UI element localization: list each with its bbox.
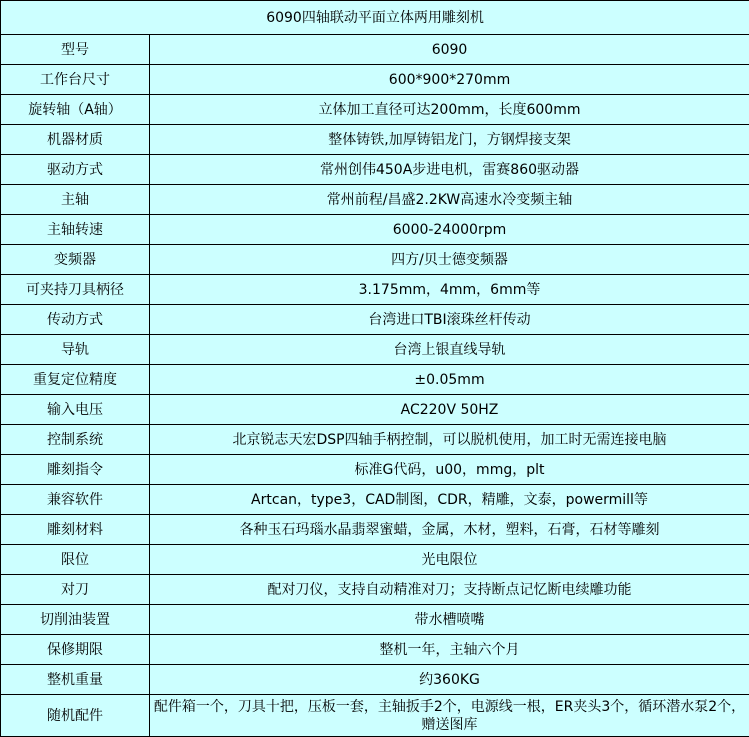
spec-value: 常州前程/昌盛2.2KW高速水冷变频主轴 [150,185,749,215]
spec-value: 常州创伟450A步进电机，雷赛860驱动器 [150,155,749,185]
spec-value: 配件箱一个，刀具十把，压板一套，主轴扳手2个，电源线一根，ER夹头3个，循环潜水泵2个，赠送图库 [150,695,749,737]
spec-row-control-system [1,425,749,455]
spec-value: 整机一年，主轴六个月 [150,635,749,665]
spec-row-drive-mode [1,155,749,185]
spec-value: Artcan，type3，CAD制图，CDR，精雕，文泰，powermill等 [150,485,749,515]
spec-label: 旋转轴（A轴） [1,95,150,125]
spec-value: 台湾上银直线导轨 [150,335,749,365]
spec-value: 整体铸铁,加厚铸铝龙门，方钢焊接支架 [150,125,749,155]
spec-row-warranty [1,635,749,665]
spec-label: 控制系统 [1,425,150,455]
spec-row-weight [1,665,749,695]
spec-label: 雕刻材料 [1,515,150,545]
spec-row-table-size [1,65,749,95]
spec-label: 随机配件 [1,695,150,737]
spec-value: 约360KG [150,665,749,695]
spec-value: ±0.05mm [150,365,749,395]
spec-label: 可夹持刀具柄径 [1,275,150,305]
title-row [1,1,749,35]
spec-label: 传动方式 [1,305,150,335]
table-title: 6090四轴联动平面立体两用雕刻机 [1,1,749,35]
spec-value: 台湾进口TBI滚珠丝杆传动 [150,305,749,335]
spec-label: 主轴转速 [1,215,150,245]
spec-label: 整机重量 [1,665,150,695]
spec-value: 北京锐志天宏DSP四轴手柄控制，可以脱机使用，加工时无需连接电脑 [150,425,749,455]
spec-value: 6090 [150,35,749,65]
spec-row-transmission [1,305,749,335]
spec-row-cutting-oil [1,605,749,635]
spec-value: 光电限位 [150,545,749,575]
spec-label: 机器材质 [1,125,150,155]
spec-label: 雕刻指令 [1,455,150,485]
spec-row-guide-rail [1,335,749,365]
spec-value: 立体加工直径可达200mm，长度600mm [150,95,749,125]
spec-row-engraving-commands [1,455,749,485]
spec-label: 型号 [1,35,150,65]
spec-row-compatible-software [1,485,749,515]
spec-row-tool-shank [1,275,749,305]
spec-value: 各种玉石玛瑙水晶翡翠蜜蜡，金属，木材，塑料，石膏，石材等雕刻 [150,515,749,545]
spec-value: 四方/贝士德变频器 [150,245,749,275]
spec-row-rotary-axis [1,95,749,125]
spec-label: 导轨 [1,335,150,365]
spec-value: 带水槽喷嘴 [150,605,749,635]
spec-value: AC220V 50HZ [150,395,749,425]
spec-label: 变频器 [1,245,150,275]
spec-label: 输入电压 [1,395,150,425]
spec-row-limit [1,545,749,575]
spec-label: 兼容软件 [1,485,150,515]
spec-label: 切削油装置 [1,605,150,635]
spec-row-machine-material [1,125,749,155]
spec-value: 6000-24000rpm [150,215,749,245]
spec-row-engraving-materials [1,515,749,545]
spec-label: 保修期限 [1,635,150,665]
spec-value: 标准G代码，u00，mmg，plt [150,455,749,485]
spec-row-model [1,35,749,65]
spec-row-spindle [1,185,749,215]
spec-label: 驱动方式 [1,155,150,185]
spec-row-accessories [1,695,749,737]
spec-row-input-voltage [1,395,749,425]
spec-value: 600*900*270mm [150,65,749,95]
spec-label: 工作台尺寸 [1,65,150,95]
spec-row-inverter [1,245,749,275]
spec-row-repeat-accuracy [1,365,749,395]
spec-label: 限位 [1,545,150,575]
spec-label: 主轴 [1,185,150,215]
spec-label: 重复定位精度 [1,365,150,395]
spec-value: 3.175mm，4mm，6mm等 [150,275,749,305]
spec-row-spindle-speed [1,215,749,245]
spec-label: 对刀 [1,575,150,605]
spec-value: 配对刀仪，支持自动精准对刀；支持断点记忆断电续雕功能 [150,575,749,605]
spec-row-tool-setting [1,575,749,605]
